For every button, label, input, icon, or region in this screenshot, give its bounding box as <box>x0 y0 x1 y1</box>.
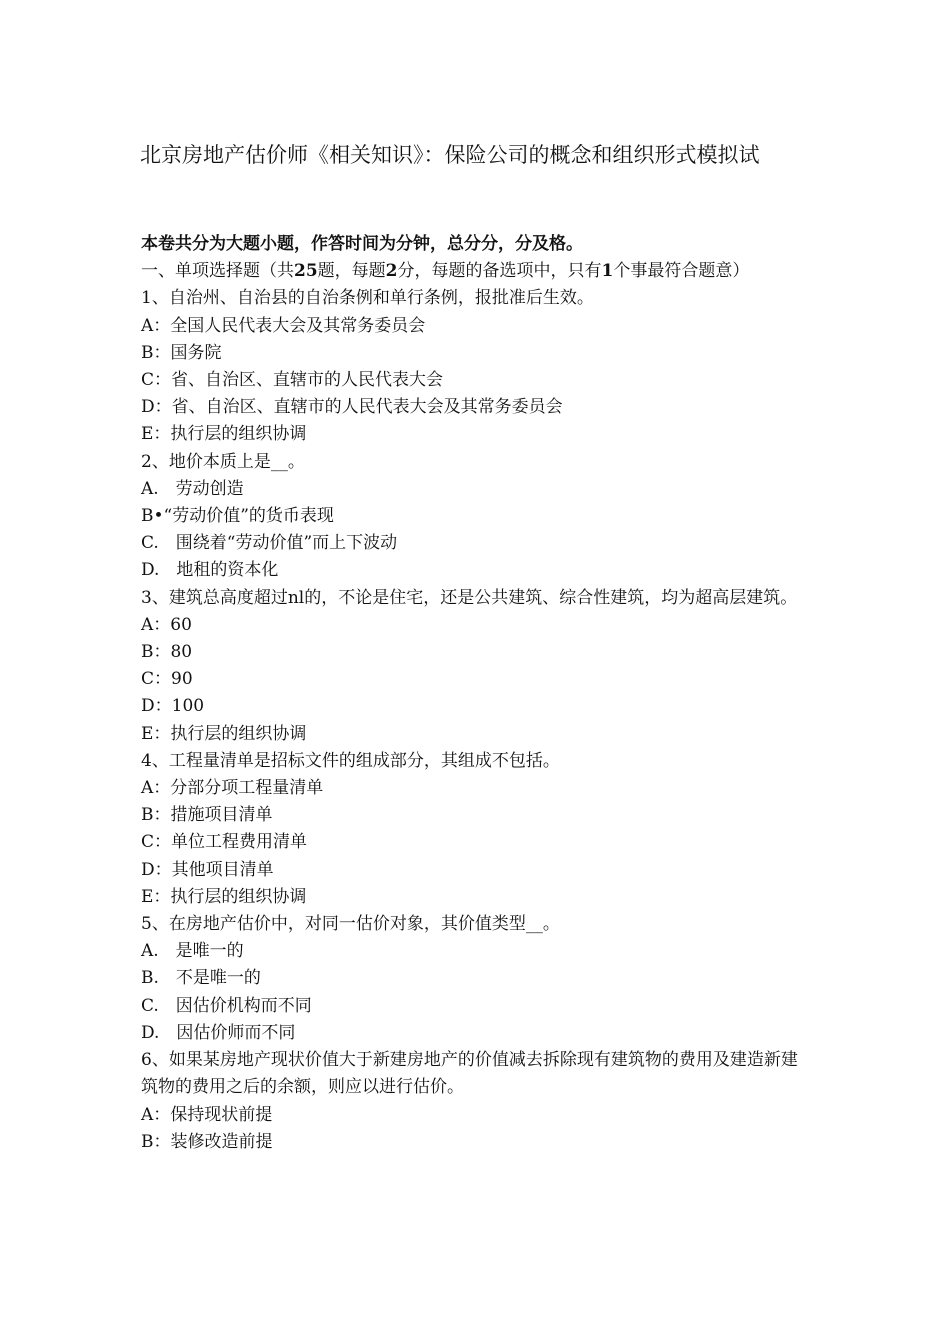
option-b: B：80 <box>141 642 193 663</box>
option-b: B：装修改造前提 <box>141 1131 273 1152</box>
question-count: 25 <box>294 261 318 282</box>
section-mid1: 题，每题 <box>317 261 386 282</box>
option-e: E：执行层的组织协调 <box>141 886 307 907</box>
question-text: 1、自治州、自治县的自治条例和单行条例，报批准后生效。 <box>141 288 594 309</box>
option-c: C. 围绕着“劳动价值”而上下波动 <box>141 533 398 554</box>
question-text: 4、工程量清单是招标文件的组成部分，其组成不包括。 <box>141 750 560 771</box>
option-a: A：全国人民代表大会及其常务委员会 <box>141 315 426 336</box>
question-5 <box>141 911 811 1047</box>
correct-count: 1 <box>601 261 614 282</box>
question-score: 2 <box>385 261 398 282</box>
option-a: A：保持现状前提 <box>141 1104 273 1125</box>
question-text: 2、地价本质上是__。 <box>141 451 305 472</box>
option-e: E：执行层的组织协调 <box>141 723 307 744</box>
option-c: C. 因估价机构而不同 <box>141 995 312 1016</box>
question-1 <box>141 285 811 448</box>
option-c: C：90 <box>141 669 193 690</box>
section-prefix: 一、单项选择题（共 <box>141 261 294 282</box>
question-2 <box>141 449 811 585</box>
question-4 <box>141 748 811 911</box>
exam-intro: 本卷共分为大题小题，作答时间为分钟，总分分，分及格。 <box>141 234 583 254</box>
option-c: C：省、自治区、直辖市的人民代表大会 <box>141 370 444 391</box>
option-a: A. 劳动创造 <box>141 478 244 499</box>
section-suffix: 个事最符合题意） <box>613 261 750 282</box>
question-text: 3、建筑总高度超过nl的，不论是住宅，还是公共建筑、综合性建筑，均为超高层建筑。 <box>141 587 798 608</box>
question-text: 5、在房地产估价中，对同一估价对象，其价值类型__。 <box>141 914 560 935</box>
option-e: E：执行层的组织协调 <box>141 424 307 445</box>
option-d: D：100 <box>141 696 205 717</box>
section-heading <box>141 258 811 285</box>
question-6 <box>141 1047 811 1156</box>
option-a: A：60 <box>141 614 192 635</box>
option-b: B：国务院 <box>141 342 222 363</box>
option-b: B：措施项目清单 <box>141 805 273 826</box>
question-3 <box>141 585 811 748</box>
option-d: D：省、自治区、直辖市的人民代表大会及其常务委员会 <box>141 397 563 418</box>
option-a: A：分部分项工程量清单 <box>141 778 324 799</box>
option-c: C：单位工程费用清单 <box>141 832 308 853</box>
question-text: 6、如果某房地产现状价值大于新建房地产的价值减去拆除现有建筑物的费用及建造新建筑物的费用之后的余额，则应以进行估价。 <box>141 1050 798 1098</box>
document-title: 北京房地产估价师《相关知识》：保险公司的概念和组织形式模拟试 <box>140 143 760 167</box>
option-d: D. 因估价师而不同 <box>141 1022 296 1043</box>
option-b: B•“劳动价值”的货币表现 <box>141 506 334 527</box>
document-body <box>141 231 811 1156</box>
option-b: B. 不是唯一的 <box>141 968 261 989</box>
option-d: D：其他项目清单 <box>141 859 274 880</box>
section-mid2: 分，每题的备选项中，只有 <box>397 261 602 282</box>
option-a: A. 是唯一的 <box>141 941 244 962</box>
option-d: D. 地租的资本化 <box>141 560 279 581</box>
